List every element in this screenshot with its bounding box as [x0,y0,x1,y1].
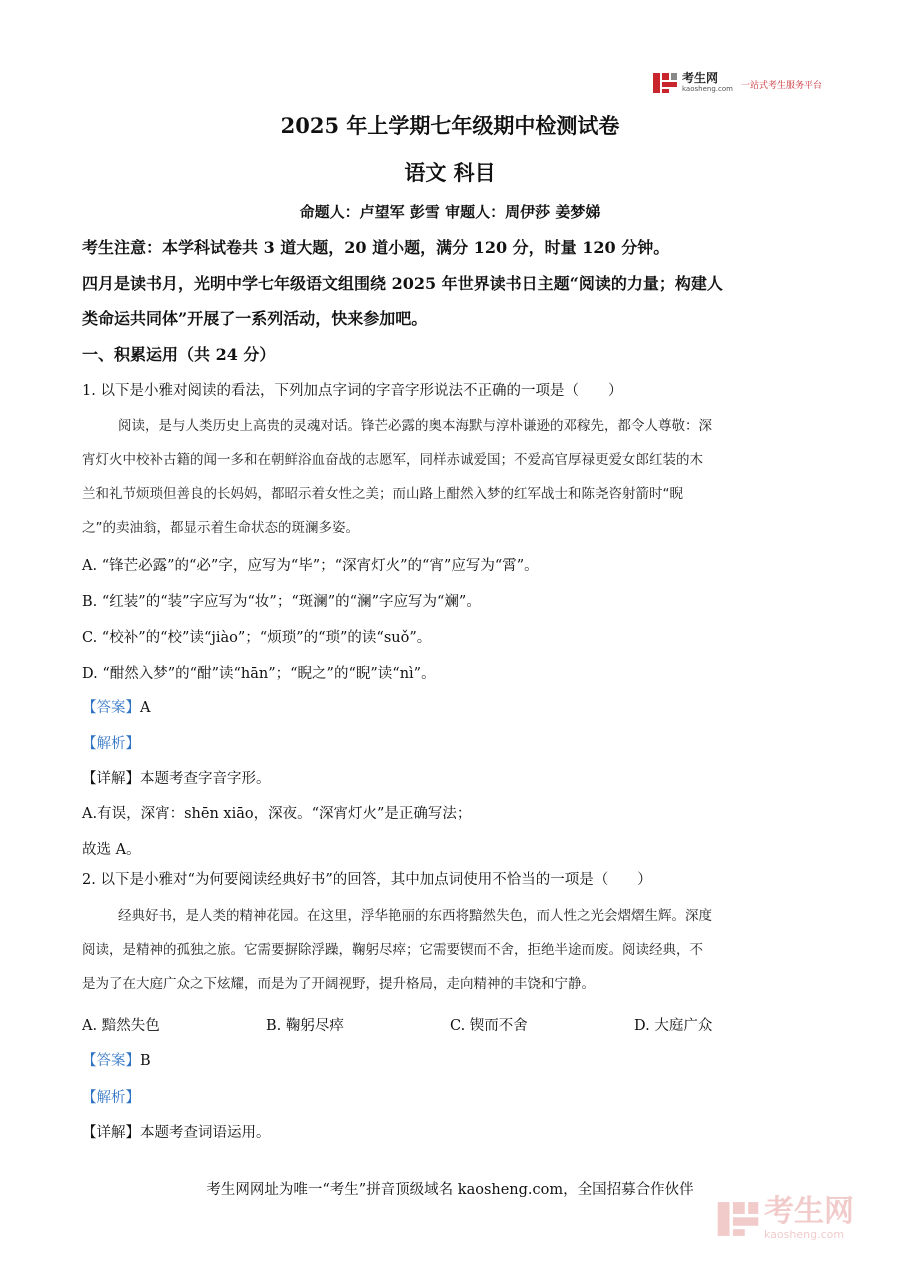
q1-explain: A.有误，深宵：shēn xiāo，深夜。“深宵灯火”是正确写法； [82,806,472,822]
q1-option-b: B. “红装”的“装”字应写为“妆”；“斑澜”的“澜”字应写为“斓”。 [82,594,481,610]
q2-stem: 2. 以下是小雅对“为何要阅读经典好书”的回答，其中加点词使用不恰当的一项是（ ） [82,872,652,888]
answer-value: A [140,700,151,716]
q1-passage-line: 阅读，是与人类历史上高贵的灵魂对话。锋芒必露的奥本海默与淳朴谦逊的邓稼先，都令人尊敬：深 [118,418,712,434]
q1-passage-line: 之”的卖油翁，都显示着生命状态的斑澜多姿。 [82,520,359,536]
exam-subject: 语文 科目 [404,160,496,185]
kaosheng-logo-icon [652,70,678,96]
q2-option-b: B. 鞠躬尽瘁 [266,1018,344,1034]
q1-passage-line: 兰和礼节烦琐但善良的长妈妈，都昭示着女性之美；而山路上酣然入梦的红军战士和陈尧咨射箭时“睨 [82,486,683,502]
watermark-name: 考生网 [764,1194,854,1229]
watermark [716,1196,854,1241]
q1-option-a: A. “锋芒必露”的“必”字，应写为“毕”；“深宵灯火”的“宵”应写为“霄”。 [82,558,539,574]
page-footer: 考生网网址为唯一“考生”拼音顶级域名 kaosheng.com，全国招募合作伙伴 [206,1182,694,1198]
q1-option-d: D. “酣然入梦”的“酣”读“hān”；“睨之”的“睨”读“nì”。 [82,666,436,682]
answer-value: B [140,1053,151,1069]
exam-authors: 命题人：卢望军 彭雪 审题人：周伊莎 姜梦娣 [299,203,601,221]
exam-title: 2025 年上学期七年级期中检测试卷 [280,113,620,138]
q1-conclusion: 故选 A。 [82,842,141,858]
q1-stem: 1. 以下是小雅对阅读的看法，下列加点字词的字音字形说法不正确的一项是（ ） [82,383,623,399]
section-heading: 一、积累运用（共 24 分） [82,345,276,364]
q1-answer [82,696,822,717]
q1-detail: 【详解】本题考查字音字形。 [82,771,271,787]
watermark-domain: kaosheng.com [764,1228,845,1241]
q2-option-d: D. 大庭广众 [634,1018,713,1034]
intro-line-2: 类命运共同体”开展了一系列活动，快来参加吧。 [82,309,428,328]
answer-tag: 【答案】 [82,1053,140,1069]
logo-slogan: 一站式考生服务平台 [740,81,822,91]
q2-option-c: C. 锲而不舍 [450,1018,528,1034]
intro-line-1: 四月是读书月，光明中学七年级语文组围绕 2025 年世界读书日主题“阅读的力量；构建人 [82,274,723,293]
q2-passage-line: 经典好书，是人类的精神花园。在这里，浮华艳丽的东西将黯然失色，而人性之光会熠熠生辉。深度 [118,908,712,924]
q1-passage-line: 宵灯火中校补古籍的闻一多和在朝鲜浴血奋战的志愿军，同样赤诚爱国；不爱高官厚禄更爱女郎红装的木 [82,452,703,468]
logo-name: 考生网 [682,71,719,85]
logo-domain: kaosheng.com [682,85,733,93]
site-logo[interactable] [652,70,822,96]
watermark-logo-icon [716,1197,760,1241]
q2-passage-line: 阅读，是精神的孤独之旅。它需要摒除浮躁，鞠躬尽瘁；它需要锲而不舍，拒绝半途而废。阅读经典，不 [82,942,703,958]
q2-analysis-tag: 【解析】 [82,1090,140,1106]
q2-passage-line: 是为了在大庭广众之下炫耀，而是为了开阔视野，提升格局，走向精神的丰饶和宁静。 [82,976,595,992]
q2-answer [82,1049,822,1070]
q1-analysis-tag: 【解析】 [82,736,140,752]
q2-option-a: A. 黯然失色 [82,1018,160,1034]
answer-tag: 【答案】 [82,700,140,716]
q1-option-c: C. “校补”的“校”读“jiào”；“烦琐”的“琐”的读“suǒ”。 [82,630,432,646]
exam-notice: 考生注意：本学科试卷共 3 道大题，20 道小题，满分 120 分，时量 120 分钟。 [82,238,670,257]
q2-detail: 【详解】本题考查词语运用。 [82,1125,271,1141]
